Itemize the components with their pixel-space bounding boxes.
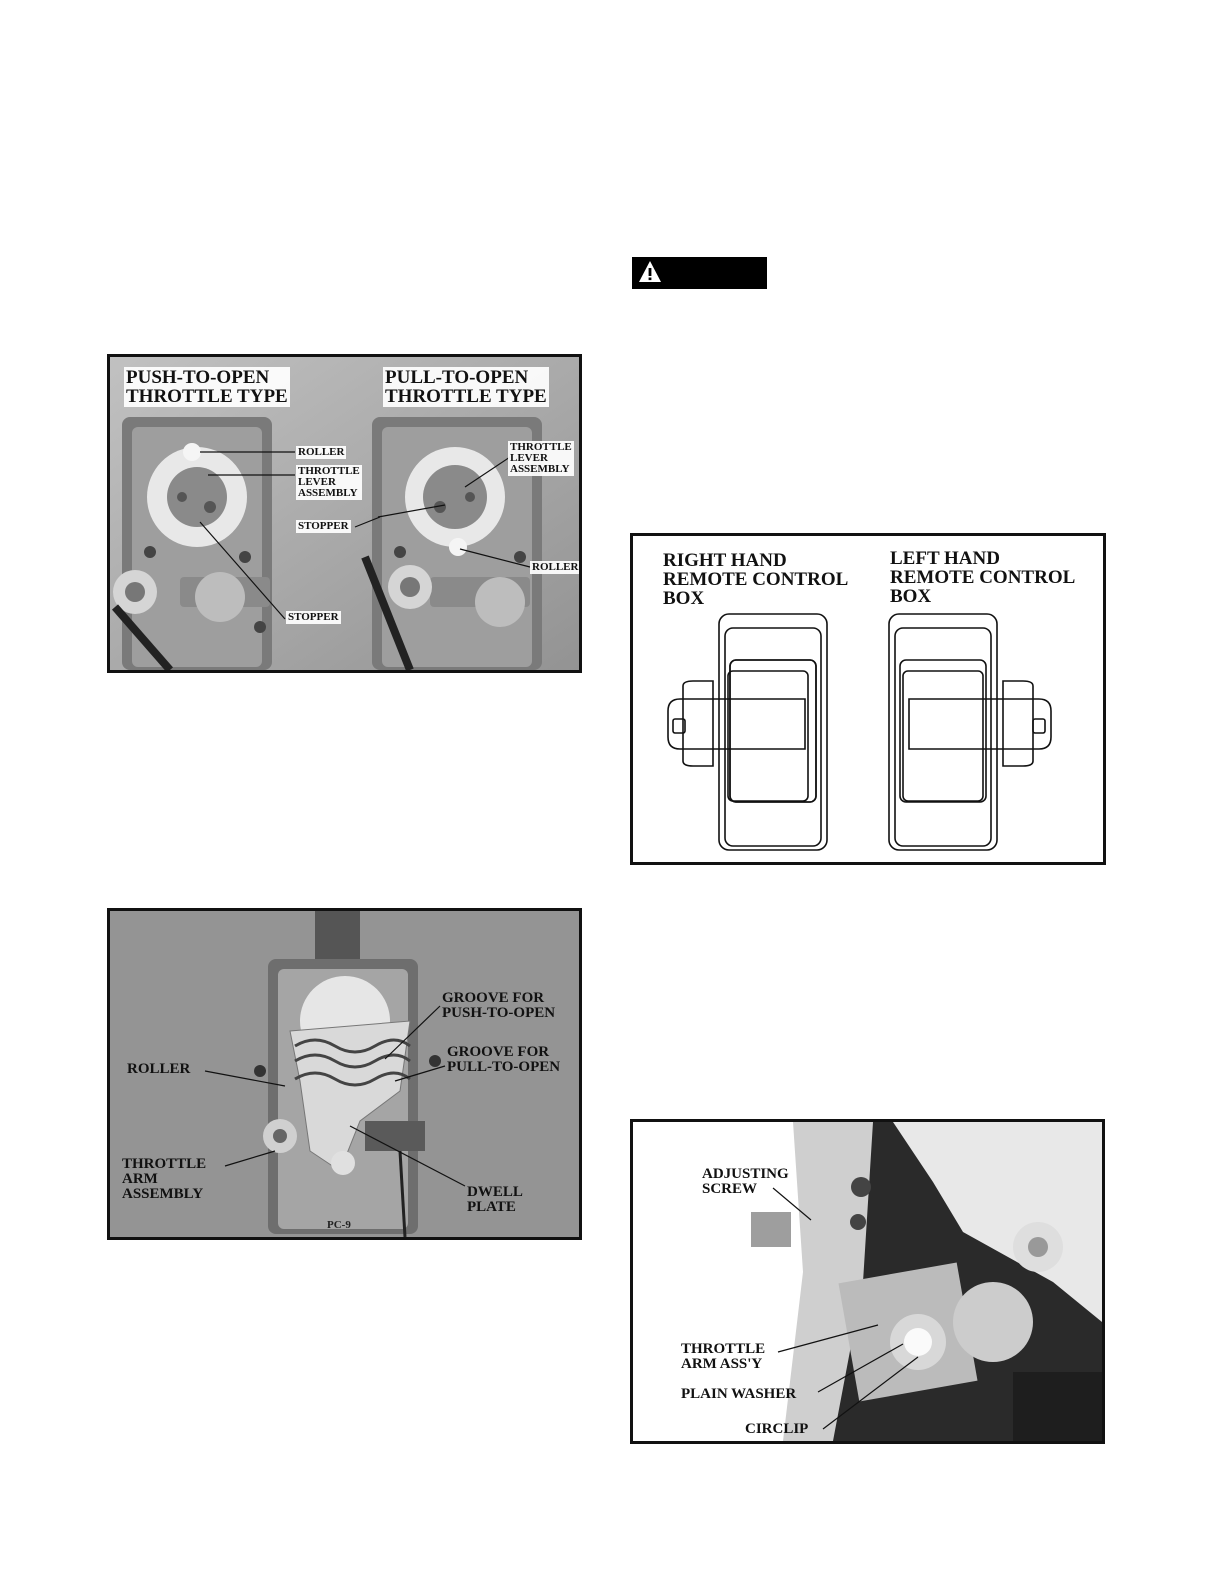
throttle-arm-label: THROTTLE ARM ASSEMBLY [122, 1156, 207, 1202]
dwell-plate-label: DWELL PLATE [467, 1184, 523, 1215]
adjusting-screw-label: ADJUSTING SCREW [702, 1166, 789, 1197]
right-hand-box-label: RIGHT HAND REMOTE CONTROL BOX [663, 550, 849, 609]
left-hand-box-label: LEFT HAND REMOTE CONTROL BOX [890, 548, 1076, 607]
pc9-tag: PC-9 [327, 1219, 351, 1231]
warning-triangle-icon [638, 260, 662, 284]
groove-push-label: GROOVE FOR PUSH-TO-OPEN [442, 990, 556, 1021]
plain-washer-label: PLAIN WASHER [681, 1386, 797, 1402]
throttle-arm-assy-label: THROTTLE ARM ASS'Y [681, 1341, 766, 1372]
dwell-plate-photo [107, 908, 582, 1240]
circlip-label: CIRCLIP [745, 1421, 809, 1437]
stopper-label-bottom: STOPPER [288, 611, 339, 623]
remote-control-box-diagram [630, 533, 1106, 865]
throttle-type-photo [107, 354, 582, 673]
throttle-lever-label-left: THROTTLE LEVER ASSEMBLY [298, 465, 360, 499]
push-to-open-title: PUSH-TO-OPEN THROTTLE TYPE [126, 367, 288, 407]
roller-label: ROLLER [127, 1061, 191, 1077]
throttle-lever-label-right: THROTTLE LEVER ASSEMBLY [510, 441, 572, 475]
roller-label-right: ROLLER [532, 561, 579, 573]
warning-banner [632, 257, 767, 289]
roller-label-left: ROLLER [298, 446, 345, 458]
groove-pull-label: GROOVE FOR PULL-TO-OPEN [447, 1044, 561, 1075]
stopper-label-mid: STOPPER [298, 520, 349, 532]
adjusting-screw-photo [630, 1119, 1105, 1444]
pull-to-open-title: PULL-TO-OPEN THROTTLE TYPE [385, 367, 547, 407]
